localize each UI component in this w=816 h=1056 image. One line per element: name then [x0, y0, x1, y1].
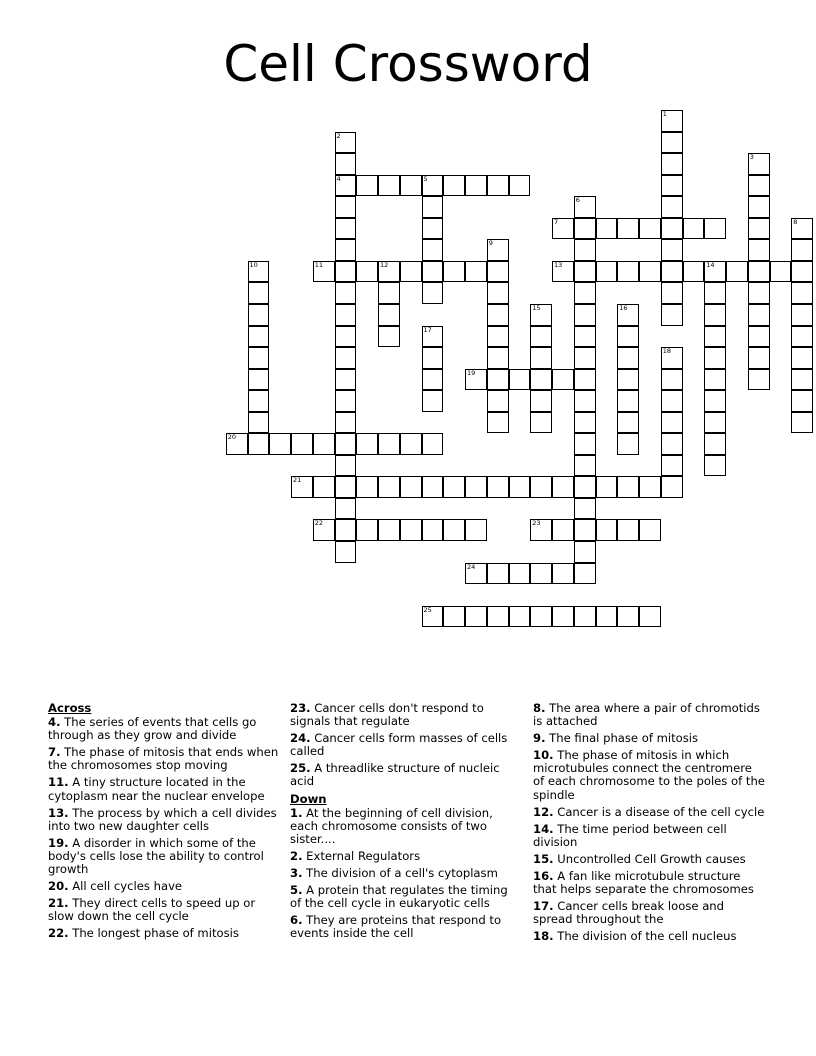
crossword-cell[interactable] — [443, 175, 465, 197]
down-clue: 2. External Regulators — [290, 848, 421, 863]
crossword-cell[interactable] — [661, 369, 683, 391]
down-clue: 12. Cancer is a disease of the cell cycle — [533, 804, 765, 819]
crossword-cell[interactable] — [335, 196, 357, 218]
page-title: Cell Crossword — [223, 35, 593, 93]
crossword-cell[interactable] — [617, 369, 639, 391]
crossword-cell[interactable] — [704, 369, 726, 391]
crossword-cell[interactable] — [509, 606, 531, 628]
down-clue: 10. The phase of mitosis in which microtubules connect the centromere of each chromosome to the poles of the spindle — [533, 748, 765, 802]
crossword-cell[interactable] — [574, 519, 596, 541]
crossword-cell[interactable] — [487, 175, 509, 197]
clue-number: 14 — [706, 260, 715, 269]
crossword-cell[interactable] — [335, 175, 357, 197]
crossword-cell[interactable] — [422, 347, 444, 369]
crossword-cell[interactable] — [617, 390, 639, 412]
crossword-cell[interactable] — [661, 412, 683, 434]
clue-number: 21 — [293, 476, 302, 485]
crossword-cell[interactable] — [574, 541, 596, 563]
clue-number: 19 — [467, 368, 476, 377]
crossword-cell[interactable] — [313, 433, 335, 455]
crossword-cell[interactable] — [748, 261, 770, 283]
down-clue: 14. The time period between cell division — [533, 821, 727, 849]
crossword-cell[interactable] — [422, 476, 444, 498]
crossword-cell[interactable] — [313, 519, 335, 541]
crossword-cell[interactable] — [335, 476, 357, 498]
crossword-cell[interactable] — [422, 261, 444, 283]
crossword-cell[interactable] — [661, 476, 683, 498]
crossword-cell[interactable] — [422, 196, 444, 218]
crossword-cell[interactable] — [661, 175, 683, 197]
crossword-cell[interactable] — [748, 175, 770, 197]
clue-number: 12 — [380, 260, 389, 269]
clue-number: 22 — [314, 519, 324, 528]
crossword-cell[interactable] — [661, 153, 683, 175]
crossword-cell[interactable] — [704, 282, 726, 304]
crossword-cell[interactable] — [335, 239, 357, 261]
crossword-cell[interactable] — [335, 412, 357, 434]
crossword-cell[interactable] — [704, 218, 726, 240]
crossword-cell[interactable] — [661, 347, 683, 369]
down-clue: 15. Uncontrolled Cell Growth causes — [533, 851, 746, 866]
crossword-cell[interactable] — [335, 369, 357, 391]
clue-number: 6 — [575, 196, 580, 205]
crossword-cell[interactable] — [248, 390, 270, 412]
crossword-cell[interactable] — [509, 476, 531, 498]
crossword-cell[interactable] — [487, 563, 509, 585]
crossword-cell[interactable] — [400, 433, 422, 455]
crossword-cell[interactable] — [443, 476, 465, 498]
crossword-cell[interactable] — [748, 239, 770, 261]
crossword-cell[interactable] — [574, 606, 596, 628]
crossword-cell[interactable] — [356, 519, 378, 541]
crossword-cell[interactable] — [335, 304, 357, 326]
crossword-cell[interactable] — [617, 326, 639, 348]
crossword-cell[interactable] — [552, 369, 574, 391]
down-clue: 1. At the beginning of cell division, each chromosome consists of two sister.... — [290, 805, 493, 846]
crossword-cell[interactable] — [530, 519, 552, 541]
crossword-cell[interactable] — [530, 412, 552, 434]
crossword-cell[interactable] — [248, 326, 270, 348]
crossword-cell[interactable] — [422, 606, 444, 628]
crossword-cell[interactable] — [748, 369, 770, 391]
crossword-cell[interactable] — [661, 261, 683, 283]
crossword-cell[interactable] — [574, 476, 596, 498]
across-clue: 23. Cancer cells don't respond to signals that regulate — [290, 701, 484, 729]
crossword-cell[interactable] — [617, 476, 639, 498]
crossword-cell[interactable] — [552, 261, 574, 283]
crossword-cell[interactable] — [530, 606, 552, 628]
crossword-cell[interactable] — [552, 519, 574, 541]
crossword-cell[interactable] — [661, 455, 683, 477]
across-clue: 22. The longest phase of mitosis — [48, 926, 239, 941]
crossword-cell[interactable] — [487, 606, 509, 628]
crossword-cell[interactable] — [574, 304, 596, 326]
crossword-cell[interactable] — [487, 369, 509, 391]
crossword-cell[interactable] — [248, 304, 270, 326]
crossword-cell[interactable] — [335, 132, 357, 154]
crossword-cell[interactable] — [596, 218, 618, 240]
crossword-cell[interactable] — [509, 563, 531, 585]
crossword-cell[interactable] — [704, 326, 726, 348]
crossword-cell[interactable] — [313, 476, 335, 498]
crossword-cell[interactable] — [487, 282, 509, 304]
crossword-cell[interactable] — [748, 153, 770, 175]
crossword-cell[interactable] — [487, 476, 509, 498]
crossword-cell[interactable] — [683, 218, 705, 240]
crossword-cell[interactable] — [617, 606, 639, 628]
across-header: Across — [48, 701, 92, 715]
crossword-cell[interactable] — [530, 304, 552, 326]
crossword-cell[interactable] — [748, 347, 770, 369]
crossword-cell[interactable] — [465, 369, 487, 391]
crossword-cell[interactable] — [248, 261, 270, 283]
crossword-cell[interactable] — [704, 390, 726, 412]
clue-number: 4 — [336, 174, 341, 183]
clue-number: 25 — [423, 605, 432, 614]
crossword-cell[interactable] — [335, 326, 357, 348]
across-clue: 21. They direct cells to speed up or slow down the cell cycle — [48, 896, 256, 924]
crossword-cell[interactable] — [639, 606, 661, 628]
crossword-cell[interactable] — [639, 261, 661, 283]
crossword-cell[interactable] — [248, 369, 270, 391]
crossword-cell[interactable] — [248, 433, 270, 455]
crossword-cell[interactable] — [617, 218, 639, 240]
crossword-cell[interactable] — [509, 175, 531, 197]
crossword-cell[interactable] — [791, 282, 813, 304]
across-clue: 19. A disorder in which some of the body's cells lose the ability to control growth — [48, 835, 264, 877]
crossword-cell[interactable] — [617, 304, 639, 326]
crossword-cell[interactable] — [378, 476, 400, 498]
crossword-cell[interactable] — [574, 563, 596, 585]
crossword-cell[interactable] — [661, 390, 683, 412]
crossword-cell[interactable] — [596, 606, 618, 628]
crossword-cell[interactable] — [248, 282, 270, 304]
crossword-cell[interactable] — [400, 175, 422, 197]
down-clue: 16. A fan like microtubule structure that helps separate the chromosomes — [533, 869, 754, 897]
crossword-cell[interactable] — [661, 110, 683, 132]
clue-number: 10 — [249, 260, 258, 269]
crossword-cell[interactable] — [704, 433, 726, 455]
crossword-cell[interactable] — [335, 455, 357, 477]
crossword-cell[interactable] — [574, 433, 596, 455]
crossword-cell[interactable] — [617, 347, 639, 369]
crossword-cell[interactable] — [704, 347, 726, 369]
crossword-cell[interactable] — [378, 261, 400, 283]
crossword-cell[interactable] — [313, 261, 335, 283]
crossword-cell[interactable] — [574, 326, 596, 348]
crossword-cell[interactable] — [661, 218, 683, 240]
clue-number: 3 — [749, 153, 754, 162]
crossword-cell[interactable] — [335, 218, 357, 240]
crossword-cell[interactable] — [574, 412, 596, 434]
crossword-cell[interactable] — [465, 519, 487, 541]
crossword-cell[interactable] — [378, 433, 400, 455]
crossword-cell[interactable] — [335, 282, 357, 304]
crossword-cell[interactable] — [661, 433, 683, 455]
crossword-cell[interactable] — [226, 433, 248, 455]
crossword-cell[interactable] — [291, 433, 313, 455]
crossword-cell[interactable] — [661, 132, 683, 154]
crossword-cell[interactable] — [791, 369, 813, 391]
crossword-cell[interactable] — [530, 563, 552, 585]
crossword-cell[interactable] — [465, 261, 487, 283]
crossword-cell[interactable] — [378, 282, 400, 304]
crossword-cell[interactable] — [487, 390, 509, 412]
clue-number: 23 — [532, 519, 541, 528]
crossword-cell[interactable] — [791, 326, 813, 348]
crossword-cell[interactable] — [487, 412, 509, 434]
crossword-cell[interactable] — [574, 369, 596, 391]
crossword-cell[interactable] — [770, 261, 792, 283]
crossword-cell[interactable] — [443, 606, 465, 628]
crossword-cell[interactable] — [443, 519, 465, 541]
crossword-cell[interactable] — [465, 606, 487, 628]
crossword-cell[interactable] — [335, 541, 357, 563]
clue-number: 18 — [662, 347, 672, 356]
across-clue: 25. A threadlike structure of nucleic acid — [290, 761, 500, 789]
crossword-cell[interactable] — [748, 282, 770, 304]
crossword-cell[interactable] — [356, 476, 378, 498]
crossword-cell[interactable] — [335, 433, 357, 455]
across-clue: 7. The phase of mitosis that ends when the chromosomes stop moving — [48, 745, 279, 773]
clue-number: 11 — [314, 260, 324, 269]
crossword-cell[interactable] — [574, 261, 596, 283]
crossword-cell[interactable] — [400, 519, 422, 541]
crossword-cell[interactable] — [639, 476, 661, 498]
crossword-cell[interactable] — [552, 563, 574, 585]
down-clue: 17. Cancer cells break loose and spread throughout the — [533, 899, 724, 927]
crossword-cell[interactable] — [530, 390, 552, 412]
clue-number: 13 — [554, 260, 563, 269]
crossword-cell[interactable] — [378, 304, 400, 326]
crossword-cell[interactable] — [574, 347, 596, 369]
crossword-cell[interactable] — [291, 476, 313, 498]
crossword-cell[interactable] — [791, 304, 813, 326]
across-clue: 13. The process by which a cell divides into two new daughter cells — [48, 805, 277, 833]
crossword-cell[interactable] — [422, 433, 444, 455]
crossword-cell[interactable] — [530, 476, 552, 498]
crossword-cell[interactable] — [422, 218, 444, 240]
crossword-cell[interactable] — [356, 261, 378, 283]
crossword-cell[interactable] — [552, 218, 574, 240]
crossword-cell[interactable] — [335, 347, 357, 369]
down-clue: 8. The area where a pair of chromotids is attached — [533, 701, 760, 729]
down-clue: 5. A protein that regulates the timing of the cell cycle in eukaryotic cells — [290, 883, 508, 911]
crossword-cell[interactable] — [530, 369, 552, 391]
crossword-cell[interactable] — [356, 175, 378, 197]
clue-number: 8 — [793, 217, 798, 226]
crossword-cell[interactable] — [422, 369, 444, 391]
crossword-cell[interactable] — [422, 390, 444, 412]
crossword-cell[interactable] — [465, 563, 487, 585]
crossword-cell[interactable] — [422, 519, 444, 541]
crossword-cell[interactable] — [443, 261, 465, 283]
crossword-cell[interactable] — [791, 390, 813, 412]
clues-column-3 — [533, 702, 765, 948]
down-clue: 3. The division of a cell's cytoplasm — [290, 866, 498, 881]
crossword-cell[interactable] — [378, 326, 400, 348]
crossword-cell[interactable] — [726, 261, 748, 283]
across-clue: 20. All cell cycles have — [48, 879, 183, 894]
clue-number: 5 — [423, 174, 428, 183]
clue-number: 16 — [619, 303, 628, 312]
crossword-cell[interactable] — [574, 390, 596, 412]
crossword-cell[interactable] — [596, 261, 618, 283]
crossword-cell[interactable] — [791, 218, 813, 240]
crossword-cell[interactable] — [574, 455, 596, 477]
crossword-cell[interactable] — [487, 347, 509, 369]
crossword-cell[interactable] — [574, 218, 596, 240]
crossword-cell[interactable] — [661, 304, 683, 326]
clue-number: 7 — [554, 217, 559, 226]
crossword-cell[interactable] — [269, 433, 291, 455]
crossword-cell[interactable] — [400, 476, 422, 498]
crossword-cell[interactable] — [552, 606, 574, 628]
crossword-cell[interactable] — [639, 218, 661, 240]
crossword-cell[interactable] — [530, 347, 552, 369]
down-clue: 9. The final phase of mitosis — [533, 731, 699, 746]
crossword-cell[interactable] — [639, 519, 661, 541]
crossword-cell[interactable] — [356, 433, 378, 455]
clue-number: 17 — [423, 325, 432, 334]
across-clue: 24. Cancer cells form masses of cells called — [290, 731, 508, 759]
crossword-cell[interactable] — [335, 519, 357, 541]
clue-number: 15 — [532, 303, 541, 312]
crossword-cell[interactable] — [617, 261, 639, 283]
crossword-cell[interactable] — [487, 326, 509, 348]
clue-number: 2 — [336, 131, 341, 140]
crossword-cell[interactable] — [487, 261, 509, 283]
crossword-cell[interactable] — [661, 196, 683, 218]
crossword-cell[interactable] — [422, 326, 444, 348]
across-clue: 11. A tiny structure located in the cytoplasm near the nuclear envelope — [48, 775, 265, 803]
crossword-cell[interactable] — [465, 175, 487, 197]
crossword-cell[interactable] — [704, 412, 726, 434]
crossword-cell[interactable] — [487, 239, 509, 261]
crossword-cell[interactable] — [335, 261, 357, 283]
crossword-cell[interactable] — [683, 261, 705, 283]
crossword-cell[interactable] — [617, 519, 639, 541]
crossword-cell[interactable] — [509, 369, 531, 391]
across-clue: 4. The series of events that cells go through as they grow and divide — [48, 715, 257, 743]
crossword-cell[interactable] — [465, 476, 487, 498]
crossword-cell[interactable] — [422, 239, 444, 261]
crossword-cell[interactable] — [248, 412, 270, 434]
crossword-cell[interactable] — [791, 261, 813, 283]
crossword-cell[interactable] — [335, 498, 357, 520]
crossword-cell[interactable] — [335, 153, 357, 175]
crossword-cell[interactable] — [574, 498, 596, 520]
crossword-cell[interactable] — [617, 412, 639, 434]
crossword-cell[interactable] — [574, 239, 596, 261]
crossword-cell[interactable] — [617, 433, 639, 455]
clue-number: 9 — [488, 239, 493, 248]
down-header: Down — [290, 791, 327, 806]
crossword-cell[interactable] — [791, 412, 813, 434]
crossword-cell[interactable] — [791, 347, 813, 369]
crossword-cell[interactable] — [378, 519, 400, 541]
crossword-cell[interactable] — [748, 196, 770, 218]
crossword-cell[interactable] — [552, 476, 574, 498]
crossword-cell[interactable] — [422, 175, 444, 197]
crossword-cell[interactable] — [335, 390, 357, 412]
crossword-cell[interactable] — [791, 239, 813, 261]
clue-number: 24 — [467, 562, 476, 571]
down-clue: 18. The division of the cell nucleus — [533, 929, 737, 944]
crossword-cell[interactable] — [596, 519, 618, 541]
down-clue: 6. They are proteins that respond to events inside the cell — [290, 913, 502, 941]
crossword-cell[interactable] — [248, 347, 270, 369]
clue-number: 20 — [227, 433, 237, 442]
crossword-cell[interactable] — [661, 282, 683, 304]
crossword-cell[interactable] — [422, 282, 444, 304]
crossword-cell[interactable] — [704, 304, 726, 326]
clue-number: 1 — [662, 110, 667, 118]
crossword-cell[interactable] — [530, 326, 552, 348]
crossword-cell[interactable] — [704, 261, 726, 283]
crossword-cell[interactable] — [748, 326, 770, 348]
crossword-cell[interactable] — [400, 261, 422, 283]
clues-column-1 — [48, 702, 280, 945]
crossword-cell[interactable] — [704, 455, 726, 477]
crossword-cell[interactable] — [378, 175, 400, 197]
crossword-cell[interactable] — [487, 304, 509, 326]
crossword-cell[interactable] — [748, 304, 770, 326]
crossword-cell[interactable] — [748, 218, 770, 240]
crossword-cell[interactable] — [596, 476, 618, 498]
clues-column-2 — [290, 702, 522, 945]
crossword-cell[interactable] — [574, 282, 596, 304]
crossword-cell[interactable] — [661, 239, 683, 261]
crossword-cell[interactable] — [574, 196, 596, 218]
